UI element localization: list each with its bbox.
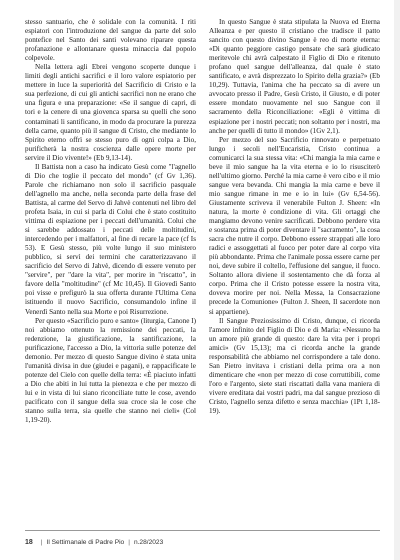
footer-separator: | [40, 538, 43, 546]
footer-separator: | [128, 538, 130, 546]
paragraph: In questo Sangue è stata stipulata la Nuova ed Eterna Alleanza e per questo il cristiano che tradisce il patto sancito con questo divino Sangue è reo di morte eterna: «Di quanto peggiore castigo pensate che sarà giudicato meritevole chi avrà calpestato il Figlio di Dio e ritenuto profano quel sangue dell'alleanza, dal quale è stato santificato, e avrà disprezzato lo Spirito della grazia?» (Eb 10,29). Tuttavia, l'anima che ha peccato sa di avere un avvocato presso il Padre, Gesù Cristo, il Giusto, e di poter essere mondato nuovamente nel suo Sangue con il sacramento della Riconciliazione: «Egli è vittima di espiazione per i nostri peccati; non soltanto per i nostri, ma anche per quelli di tutto il mondo» (1Gv 2,1). [209, 18, 380, 135]
footer-rule [25, 530, 380, 531]
page-number: 18 [25, 538, 33, 546]
page-footer [25, 535, 380, 549]
page-edge-strip [394, 0, 400, 560]
paragraph: Per mezzo del suo Sacrificio rinnovato e perpetuato lungo i secoli nell'Eucaristia, Cristo continua a comunicarci la sua stessa vita: «Chi mangia la mia carne e beve il mio sangue ha la vita eterna e io lo risusciterò nell'ultimo giorno. Perché la mia carne è vero cibo e il mio sangue vera bevanda. Chi mangia la mia carne e beve il mio sangue rimane in me e io in lui» (Gv 6,54-56). Giustamente scriveva il venerabile Fulton J. Sheen: «In natura, la morte è condizione di vita. Gli ortaggi che mangiamo devono venire sacrificati. Debbono perdere vita e sostanza prima di poter diventare il "sacramento", la cosa sacra che nutre il corpo. Debbono essere strappati alle loro radici e assoggettati al fuoco per poter dare al corpo vita più abbondante. Prima che l'animale possa essere carne per noi, deve subire il coltello, l'effusione del sangue, il fuoco. Soltanto allora diviene il sostentamento che dà forza al corpo. Prima che il Cristo potesse essere la nostra vita, doveva morire per noi. Nella Messa, la Consacrazione precede la Comunione» (Fulton J. Sheen, Il sacerdote non si appartiene). [209, 135, 380, 316]
paragraph: Per questo «Sacrificio puro e santo» (liturgia, Canone I) noi abbiamo ottenuto la remissione dei peccati, la redenzione, la giustificazione, la santificazione, la purificazione, l'accesso a Dio, la vittoria sulle potenze del demonio. Per mezzo di questo Sangue divino è stata unita l'umanità divisa in due (giudei e pagani), e rappacificate le potenze del Cielo con quelle della terra: «È piaciuto infatti a Dio che abiti in lui tutta la pienezza e che per mezzo di lui e in vista di lui siano riconciliate tutte le cose, avendo pacificato con il sangue della sua croce sia le cose che stanno sulla terra, sia quelle che stanno nei cieli» (Col 1,19-20). [25, 316, 196, 425]
issue-number: n.28/2023 [133, 538, 164, 546]
text-columns [25, 18, 380, 524]
publication-name: Il Settimanale di Padre Pio [46, 538, 125, 546]
paragraph: Il Battista non a caso ha indicato Gesù come "l'agnello di Dio che toglie il peccato del mondo" (cf Gv 1,36). Parole che richiamano non solo il sacrificio pasquale dell'agnello ma anche, nella seconda parte della frase del Battista, al carme del Servo di Jahvè contenuti nel libro del profeta Isaia, in cui si parla di Colui che è stato costituito vittima di espiazione per i peccati dell'umanità. Colui che si sarebbe addossato i peccati delle moltitudini, intercedendo per i malfattori, al fine di recare la pace (cf Is 53). E Gesù stesso, più volte lungo il suo ministero pubblico, si servì dei termini che caratterizzavano il sacrificio del Servo di Jahvè, dicendo di essere venuto per "servire", per "dare la vita", per morire in "riscatto", in favore della "moltitudine" (cf Mc 10,45). Il Giovedì Santo poi visse e prefigurò la sua offerta durante l'Ultima Cena istituendo il nuovo Sacrificio, consumandolo infine il Venerdì Santo nella sua Morte e poi Risurrezione. [25, 162, 196, 316]
left-column [25, 18, 196, 524]
right-column [209, 18, 380, 524]
paragraph: stesso santuario, che è solidale con la comunità. I riti espiatori con l'introduzione del sangue da parte del solo pontefice nel Santo dei santi volevano riparare questa profanazione e allontanare questa minaccia dal popolo colpevole. [25, 18, 196, 63]
paragraph: Nella lettera agli Ebrei vengono scoperte dunque i limiti degli antichi sacrifici e il loro valore espiatorio per mettere in luce la superiorità del Sacrificio di Cristo e la sua perfezione, di cui gli antichi sacrifici non ne erano che una figura e una preparazione: «Se il sangue di capri, di tori e la cenere di una giovenca sparsa su quelli che sono contaminati li santificano, in modo da procurare la purezza della carne, quanto più il sangue di Cristo, che mediante lo Spirito eterno offrì se stesso puro di ogni colpa a Dio, purificherà la nostra coscienza dalle opere morte per servire il Dio vivente!» (Eb 9,13-14). [25, 63, 196, 162]
paragraph: Il Sangue Preziosissimo di Cristo, dunque, ci ricorda l'amore infinito del Figlio di Dio e di Maria: «Nessuno ha un amore più grande di questo: dare la vita per i propri amici» (Gv 15,13); ma ci ricorda anche la grande responsabilità che abbiamo nel corrispondere a tale dono. San Pietro invitava i cristiani della prima ora a non dimenticare che «non per mezzo di cose corruttibili, come l'oro e l'argento, siete stati riscattati dalla vana maniera di vivere ereditata dai vostri padri, ma dal sangue prezioso di Cristo, l'agnello senza difetto e senza macchia» (1Pt 1,18-19). [209, 316, 380, 416]
